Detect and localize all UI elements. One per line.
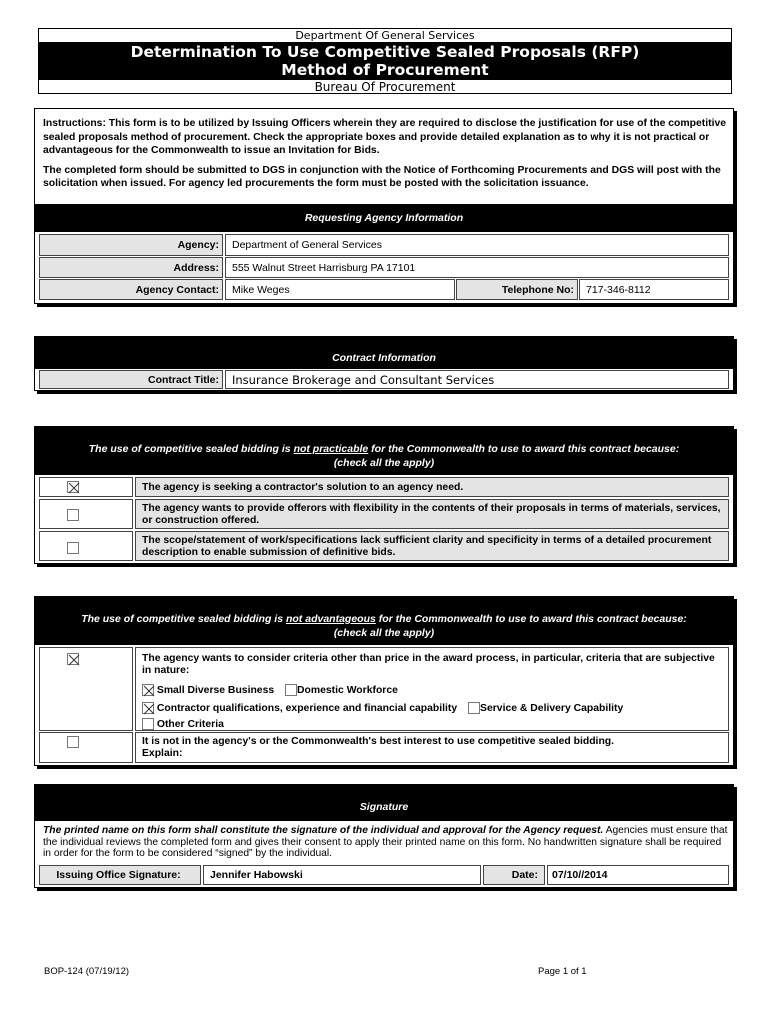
explain-label: Explain: — [142, 748, 183, 759]
contractor-quals-checkbox[interactable] — [142, 702, 154, 714]
criteria-row-2 — [142, 702, 623, 715]
na-checkbox-1[interactable] — [67, 653, 79, 665]
not-advantageous-heading — [35, 597, 733, 645]
heading-prefix: The use of competitive sealed bidding is — [81, 613, 286, 625]
heading-suffix: for the Commonwealth to use to award this contract because: — [375, 613, 687, 625]
checkmark-x-icon — [143, 685, 155, 697]
address-field[interactable]: 555 Walnut Street Harrisburg PA 17101 — [225, 257, 729, 278]
criteria-row-1 — [142, 684, 398, 697]
signature-note-bold: The printed name on this form shall constitute the signature of the individual and approval for the Agency request. — [43, 825, 604, 836]
np-checkbox-1[interactable] — [67, 481, 79, 493]
form-header — [38, 28, 732, 94]
na-item-2 — [135, 732, 729, 763]
heading-prefix: The use of competitive sealed bidding is — [88, 443, 294, 455]
telephone-label: Telephone No: — [456, 279, 578, 300]
not-practicable-heading — [35, 427, 733, 475]
date-field[interactable]: 07/10//2014 — [547, 865, 729, 885]
domestic-workforce-checkbox[interactable] — [285, 684, 297, 696]
heading-subtitle: (check all the apply) — [333, 627, 435, 639]
na-checkbox-cell-1 — [39, 647, 133, 731]
issuing-signature-label: Issuing Office Signature: — [39, 865, 201, 885]
other-criteria-label: Other Criteria — [156, 718, 224, 730]
not-practicable-heading-line — [35, 442, 733, 456]
telephone-field[interactable]: 717-346-8112 — [579, 279, 729, 300]
heading-emphasis: not practicable — [293, 443, 369, 455]
contract-section — [34, 336, 734, 391]
bureau-name: Bureau Of Procurement — [314, 80, 456, 94]
heading-emphasis: not advantageous — [285, 613, 376, 625]
domestic-workforce-label: Domestic Workforce — [297, 684, 398, 696]
np-item-3: The scope/statement of work/specifications lack sufficient clarity and specificity in terms of a detailed procurement description to enable submission of definitive bids. — [135, 531, 729, 561]
np-checkbox-cell-1 — [39, 477, 133, 497]
small-diverse-checkbox[interactable] — [142, 684, 154, 696]
issuing-signature-field[interactable]: Jennifer Habowski — [203, 865, 481, 885]
page-number: Page 1 of 1 — [538, 966, 587, 977]
service-delivery-label: Service & Delivery Capability — [480, 702, 624, 714]
instructions-block — [43, 117, 729, 191]
agency-label: Agency: — [39, 234, 223, 256]
small-diverse-label: Small Diverse Business — [156, 684, 275, 696]
na-item-1 — [135, 647, 729, 731]
contractor-quals-label: Contractor qualifications, experience and financial capability — [156, 702, 458, 714]
checkmark-x-icon — [143, 703, 155, 715]
contract-title-label: Contract Title: — [39, 370, 223, 389]
signature-note — [43, 825, 729, 860]
contract-section-title: Contract Information — [35, 337, 733, 369]
service-delivery-checkbox[interactable] — [468, 702, 480, 714]
form-id: BOP-124 (07/19/12) — [44, 966, 130, 977]
address-label: Address: — [39, 257, 223, 278]
agency-field[interactable]: Department of General Services — [225, 234, 729, 256]
na-item-1-text: The agency wants to consider criteria other than price in the award process, in particular, criteria that are subjective in nature: — [142, 653, 715, 676]
agency-section-title: Requesting Agency Information — [35, 204, 733, 232]
criteria-row-3 — [142, 718, 224, 731]
na-checkbox-2[interactable] — [67, 736, 79, 748]
heading-subtitle: (check all the apply) — [333, 457, 435, 469]
na-checkbox-cell-2 — [39, 732, 133, 763]
np-item-1: The agency is seeking a contractor's solution to an agency need. — [135, 477, 729, 497]
np-item-2: The agency wants to provide offerors with flexibility in the contents of their proposals in terms of materials, services, or construction offered. — [135, 499, 729, 529]
instructions-text: Instructions: This form is to be utilized by Issuing Officers wherein they are required to disclose the justification for use of the competitive sealed proposals method of procurement. Check the appropriate boxes and provide detailed explanation as to why it is not practical or advantageous for the Commonwealth to issue an Invitation for Bids. — [43, 118, 727, 156]
contract-title-field[interactable]: Insurance Brokerage and Consultant Services — [225, 370, 729, 389]
np-checkbox-3[interactable] — [67, 542, 79, 554]
np-checkbox-2[interactable] — [67, 509, 79, 521]
checkmark-x-icon — [68, 482, 80, 494]
not-advantageous-section — [34, 596, 734, 766]
instructions-agency-section — [34, 108, 734, 304]
signature-section-title: Signature — [35, 785, 733, 821]
np-checkbox-cell-3 — [39, 531, 133, 561]
date-label: Date: — [483, 865, 545, 885]
submission-text: The completed form should be submitted to DGS in conjunction with the Notice of Forthcoming Procurements and DGS will post with the solicitation when issued. For agency led procurements the form must be posted with the solicitation issuance. — [43, 164, 721, 189]
agency-contact-field[interactable]: Mike Weges — [225, 279, 455, 300]
other-criteria-checkbox[interactable] — [142, 718, 154, 730]
form-title — [39, 42, 731, 80]
agency-contact-label: Agency Contact: — [39, 279, 223, 300]
np-checkbox-cell-2 — [39, 499, 133, 529]
not-practicable-section — [34, 426, 734, 564]
heading-suffix: for the Commonwealth to use to award this contract because: — [368, 443, 680, 455]
form-title-line1: Determination To Use Competitive Sealed Proposals (RFP) — [130, 43, 640, 61]
signature-note-rest: Agencies must ensure that the individual reviews the completed form and gives their consent to apply their printed name on this form. No handwritten signature shall be required in order for the form to be considered “signed” by the individual. — [43, 825, 728, 859]
not-advantageous-heading-line — [35, 612, 733, 626]
department-name: Department Of General Services — [295, 29, 475, 42]
form-title-line2: Method of Procurement — [281, 61, 489, 79]
signature-section — [34, 784, 734, 888]
checkmark-x-icon — [68, 654, 80, 666]
na-item-2-text: It is not in the agency's or the Commonwealth's best interest to use competitive sealed bidding. — [142, 736, 615, 747]
